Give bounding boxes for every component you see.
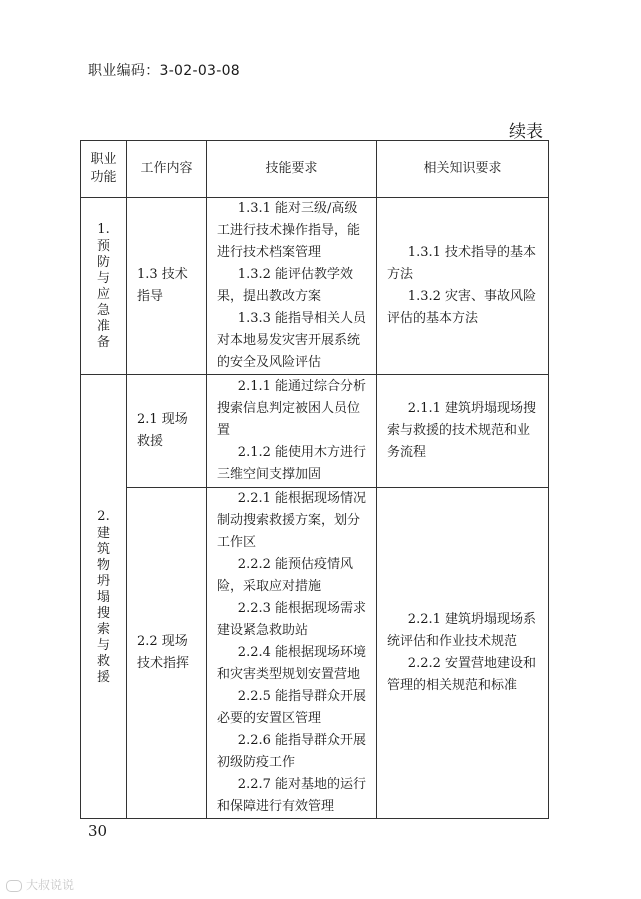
knowledge-item: 2.2.1 建筑坍塌现场系统评估和作业技术规范 [387,612,537,649]
skill-cell [207,488,377,819]
continued-label: 续表 [509,122,543,142]
knowledge-item: 2.2.2 安置营地建设和管理的相关规范和标准 [387,656,537,693]
function-number: 1. [97,222,110,237]
skill-cell [207,375,377,488]
knowledge-cell [377,375,549,488]
table-header-row [81,141,549,198]
skill-item: 1.3.3 能指导相关人员对本地易发灾害开展系统的安全及风险评估 [217,311,367,370]
watermark [6,876,74,893]
skill-item: 2.2.6 能指导群众开展初级防疫工作 [217,733,367,770]
skill-item: 2.2.5 能指导群众开展必要的安置区管理 [217,689,367,726]
skill-item: 1.3.1 能对三级/高级工进行技术操作指导，能进行技术档案管理 [217,201,361,260]
knowledge-item: 2.1.1 建筑坍塌现场搜索与救援的技术规范和业务流程 [387,401,537,460]
header-skill: 技能要求 [207,141,377,198]
work-content: 2.1 现场救援 [127,375,207,488]
knowledge-cell [377,198,549,375]
skills-table [80,140,549,819]
skill-item: 2.2.2 能预估疫情风险，采取应对措施 [217,557,354,594]
function-name: 预防与应急准备 [96,239,110,350]
skill-item: 2.2.1 能根据现场情况制动搜索救援方案，划分工作区 [217,491,367,550]
skill-item: 2.2.4 能根据现场环境和灾害类型规划安置营地 [217,645,367,682]
watermark-logo-icon [6,880,22,892]
header-work: 工作内容 [127,141,207,198]
header-function: 职业功能 [81,141,127,198]
occupation-code: 职业编码：3-02-03-08 [88,63,241,79]
table-row [81,198,549,375]
skill-item: 2.2.7 能对基地的运行和保障进行有效管理 [217,777,367,814]
function-cell [81,198,127,375]
work-content: 2.2 现场技术指挥 [127,488,207,819]
skill-item: 1.3.2 能评估教学效果，提出教改方案 [217,267,354,304]
skill-item: 2.2.3 能根据现场需求建设紧急救助站 [217,601,367,638]
table-row [81,488,549,819]
function-number: 2. [97,508,110,524]
page-number: 30 [88,822,108,840]
function-cell [81,375,127,819]
skill-item: 2.1.2 能使用木方进行三维空间支撑加固 [217,445,367,482]
knowledge-cell [377,488,549,819]
function-name: 建筑物坍塌搜索与救援 [96,525,110,685]
work-content: 1.3 技术指导 [127,198,207,375]
watermark-text: 大叔说说 [26,878,75,892]
knowledge-item: 1.3.1 技术指导的基本方法 [387,245,537,282]
header-knowledge: 相关知识要求 [377,141,549,198]
table-row [81,375,549,488]
skill-item: 2.1.1 能通过综合分析搜索信息判定被困人员位置 [217,379,367,438]
skill-cell [207,198,377,375]
knowledge-item: 1.3.2 灾害、事故风险评估的基本方法 [387,289,537,326]
